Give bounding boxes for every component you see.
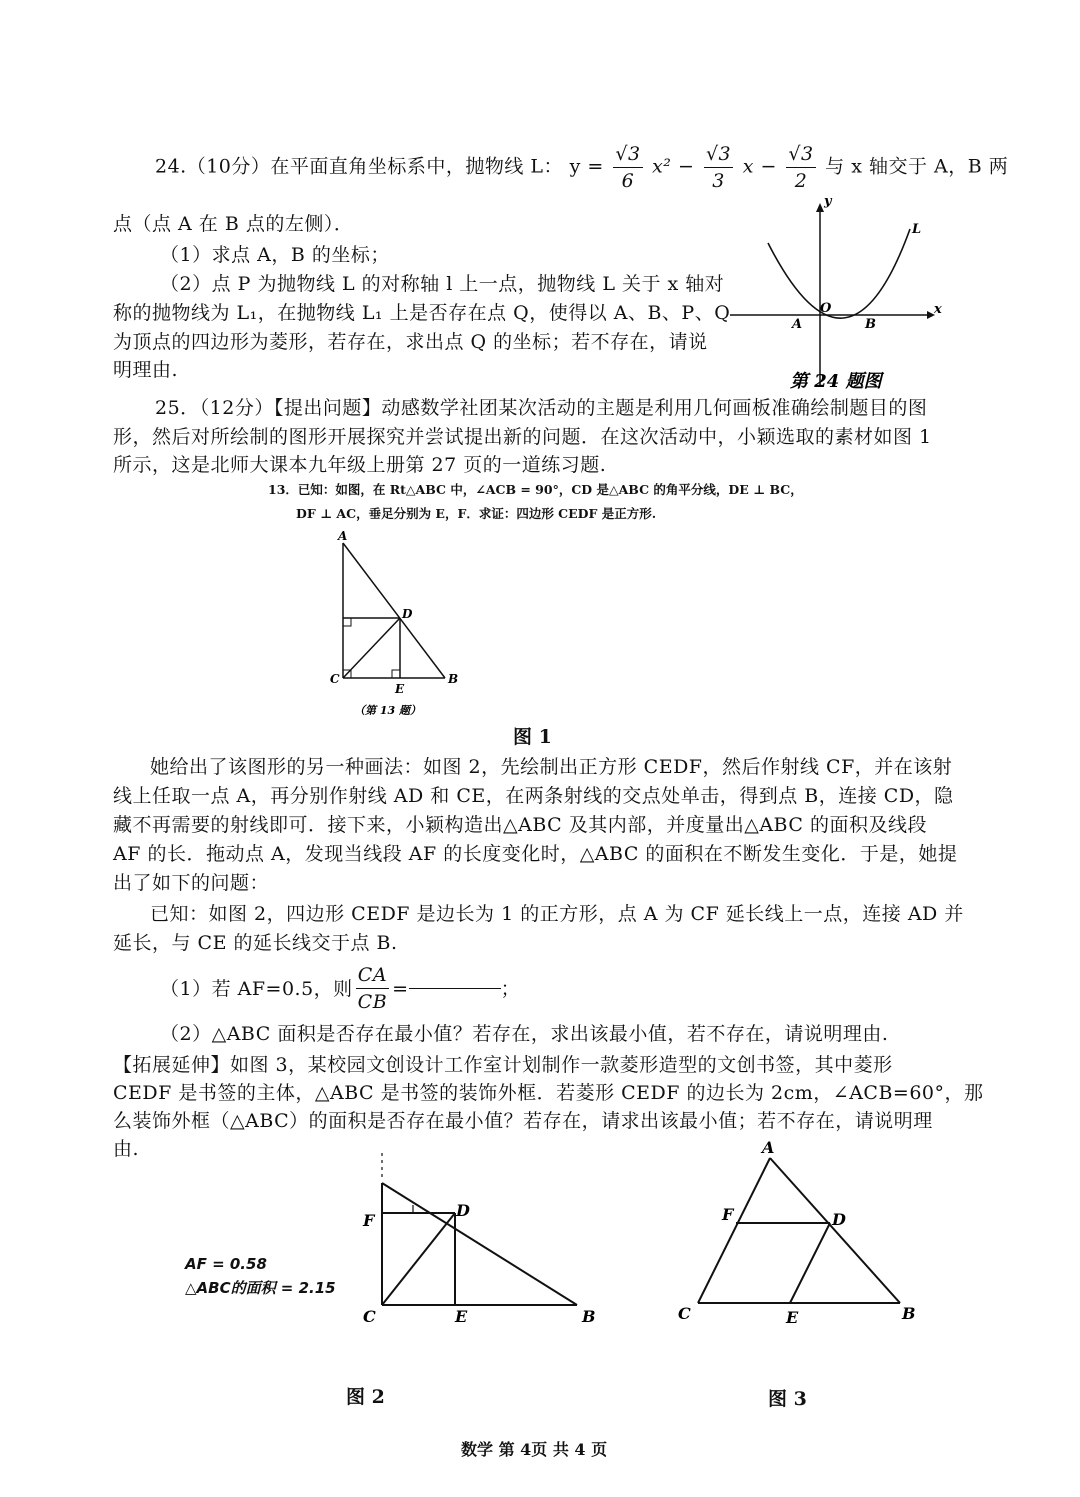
- fig1-label-e: E: [395, 682, 405, 696]
- fig2-label-b: B: [582, 1307, 596, 1326]
- q24-figure-caption: 第 24 题图: [790, 371, 882, 392]
- q24-part2-line1: （2）点 P 为抛物线 L 的对称轴 l 上一点，抛物线 L 关于 x 轴对: [160, 273, 725, 295]
- fig1-right-angle-f: [343, 618, 351, 626]
- label-origin: O: [820, 301, 832, 316]
- q25-known-line1: 已知：如图 2，四边形 CEDF 是边长为 1 的正方形，点 A 为 CF 延长线上一点，连接 AD 并: [150, 903, 964, 925]
- fig1-bisector-cd: [343, 618, 400, 678]
- q25-para-line5: 出了如下的问题：: [113, 872, 270, 894]
- q24-frac2-num: √3: [704, 141, 733, 168]
- q24-lead: 24.（10分）在平面直角坐标系中，抛物线 L： y =: [155, 155, 604, 178]
- fig1-right-angle-e: [392, 670, 400, 678]
- fig1-label-a: A: [338, 529, 348, 543]
- fig1-side-ab: [343, 543, 445, 678]
- q24-frac3: [786, 141, 815, 194]
- fig3-label-a: A: [762, 1138, 775, 1157]
- fig2-label-c: C: [363, 1307, 376, 1326]
- fig1-label-d: D: [402, 607, 413, 621]
- label-point-a: A: [792, 317, 803, 332]
- label-x: x: [934, 302, 942, 317]
- fig1-caption: 图 1: [513, 726, 552, 748]
- fig3-caption: 图 3: [768, 1388, 807, 1410]
- q25-sub2: （2）△ABC 面积是否存在最小值？若存在，求出该最小值，若不存在，请说明理由.: [160, 1023, 889, 1045]
- fig2-caption: 图 2: [346, 1386, 385, 1408]
- q25-stem-line1: 25．（12分）【提出问题】动感数学社团某次活动的主题是利用几何画板准确绘制题目的图: [155, 397, 928, 419]
- parabola-curve: [768, 229, 910, 318]
- fig2-measure-area: △ABC的面积 = 2.15: [185, 1279, 336, 1297]
- q25-ext-line4: 由.: [113, 1138, 140, 1160]
- fig2: [355, 1150, 605, 1335]
- q25-ext-line2: CEDF 是书签的主体，△ABC 是书签的装饰外框．若菱形 CEDF 的边长为 2cm，∠ACB=60°，那: [113, 1082, 984, 1104]
- q25-sub1-equals: =: [392, 977, 409, 1000]
- q25-excerpt-line2: DF ⊥ AC，垂足分别为 E，F．求证：四边形 CEDF 是正方形.: [296, 506, 657, 521]
- fig2-diagonal-cd: [382, 1213, 455, 1305]
- fig3-label-b: B: [902, 1304, 916, 1323]
- fig3-label-f: F: [722, 1205, 734, 1224]
- fig3-label-c: C: [678, 1304, 691, 1323]
- q24-part2-line4: 明理由.: [113, 359, 179, 381]
- fig3-label-e: E: [786, 1308, 799, 1327]
- q25-sub1-frac-num: CA: [356, 962, 389, 989]
- q24-tail: 与 x 轴交于 A，B 两: [825, 155, 1009, 178]
- q25-stem-line3: 所示，这是北师大课本九年级上册第 27 页的一道练习题.: [113, 454, 607, 476]
- q24-frac3-num: √3: [786, 141, 815, 168]
- q25-sub1-frac-den: CB: [357, 991, 388, 1013]
- q24-mid1: x² −: [652, 155, 695, 178]
- q24-part2-line3: 为顶点的四边形为菱形，若存在，求出点 Q 的坐标；若不存在，请说: [113, 331, 708, 353]
- q24-frac1-num: √3: [613, 141, 642, 168]
- q25-sub1-answer-blank[interactable]: [409, 988, 501, 989]
- fig2-label-d: D: [456, 1201, 470, 1220]
- fig2-label-e: E: [455, 1307, 468, 1326]
- fig1-label-b: B: [448, 672, 459, 686]
- page-footer: 数学 第 4页 共 4 页: [461, 1440, 608, 1459]
- q25-stem-line2: 形，然后对所绘制的图形开展探究并尝试提出新的问题．在这次活动中，小颖选取的素材如图 1: [113, 426, 932, 448]
- fig3-label-d: D: [832, 1210, 846, 1229]
- q24-frac2-den: 3: [712, 170, 725, 192]
- fig3-side-ac: [698, 1158, 770, 1303]
- fig1: [320, 528, 470, 723]
- fig3-segment-de: [790, 1223, 830, 1303]
- q24-frac3-den: 2: [794, 170, 808, 192]
- q24-frac1-den: 6: [621, 170, 635, 192]
- q25-para-line3: 藏不再需要的射线即可．接下来，小颖构造出△ABC 及其内部，并度量出△ABC 的面积及线段: [113, 814, 927, 836]
- q25-known-line2: 延长，与 CE 的延长线交于点 B.: [113, 932, 398, 954]
- q25-sub1-pre: （1）若 AF=0.5，则: [160, 977, 353, 1000]
- q24-stem-line1: [155, 141, 1008, 194]
- fig2-measurements: [185, 1252, 336, 1300]
- q25-excerpt-line1: 13．已知：如图，在 Rt△ABC 中，∠ACB = 90°，CD 是△ABC 的角平分线，DE ⊥ BC，: [268, 482, 803, 497]
- q25-para-line2: 线上任取一点 A，再分别作射线 AD 和 CE，在两条射线的交点处单击，得到点 B，连接 CD，隐: [113, 785, 954, 807]
- label-y: y: [824, 195, 832, 209]
- q24-stem-line2: 点（点 A 在 B 点的左侧）．: [113, 213, 354, 235]
- q25-sub1-frac: [356, 962, 390, 1015]
- q25-ext-line3: 么装饰外框（△ABC）的面积是否存在最小值？若存在，请求出该最小值；若不存在，请说明理: [113, 1110, 933, 1132]
- q24-frac1: [613, 141, 642, 194]
- q24-part2-line2: 称的抛物线为 L₁，在抛物线 L₁ 上是否存在点 Q，使得以 A、B、P、Q: [113, 302, 731, 324]
- q24-mid2: x −: [742, 155, 777, 178]
- fig3-side-ab: [770, 1158, 900, 1303]
- q25-para-line4: AF 的长．拖动点 A，发现当线段 AF 的长度变化时，△ABC 的面积在不断发生变化．于是，她提: [113, 843, 958, 865]
- fig1-label-c: C: [330, 672, 340, 686]
- label-point-b: B: [865, 317, 876, 332]
- fig2-measure-af: AF = 0.58: [185, 1255, 267, 1273]
- q25-ext-line1: 【拓展延伸】如图 3，某校园文创设计工作室计划制作一款菱形造型的文创书签，其中菱形: [113, 1054, 893, 1076]
- q24-part1: （1）求点 A，B 的坐标；: [160, 244, 390, 266]
- q25-sub1: [160, 962, 520, 1015]
- label-curve-l: L: [912, 222, 922, 237]
- y-axis-arrow-icon: [816, 203, 824, 212]
- fig3: [670, 1135, 920, 1335]
- fig1-sub-caption: （第 13 题）: [354, 704, 421, 717]
- q25-sub1-end: ；: [500, 977, 521, 1000]
- fig2-label-f: F: [363, 1211, 375, 1230]
- q25-para-line1: 她给出了该图形的另一种画法：如图 2，先绘制出正方形 CEDF，然后作射线 CF，并在该射: [150, 756, 953, 778]
- fig2-side-ab: [382, 1183, 577, 1305]
- q24-figure: [720, 195, 960, 395]
- q24-frac2: [704, 141, 733, 194]
